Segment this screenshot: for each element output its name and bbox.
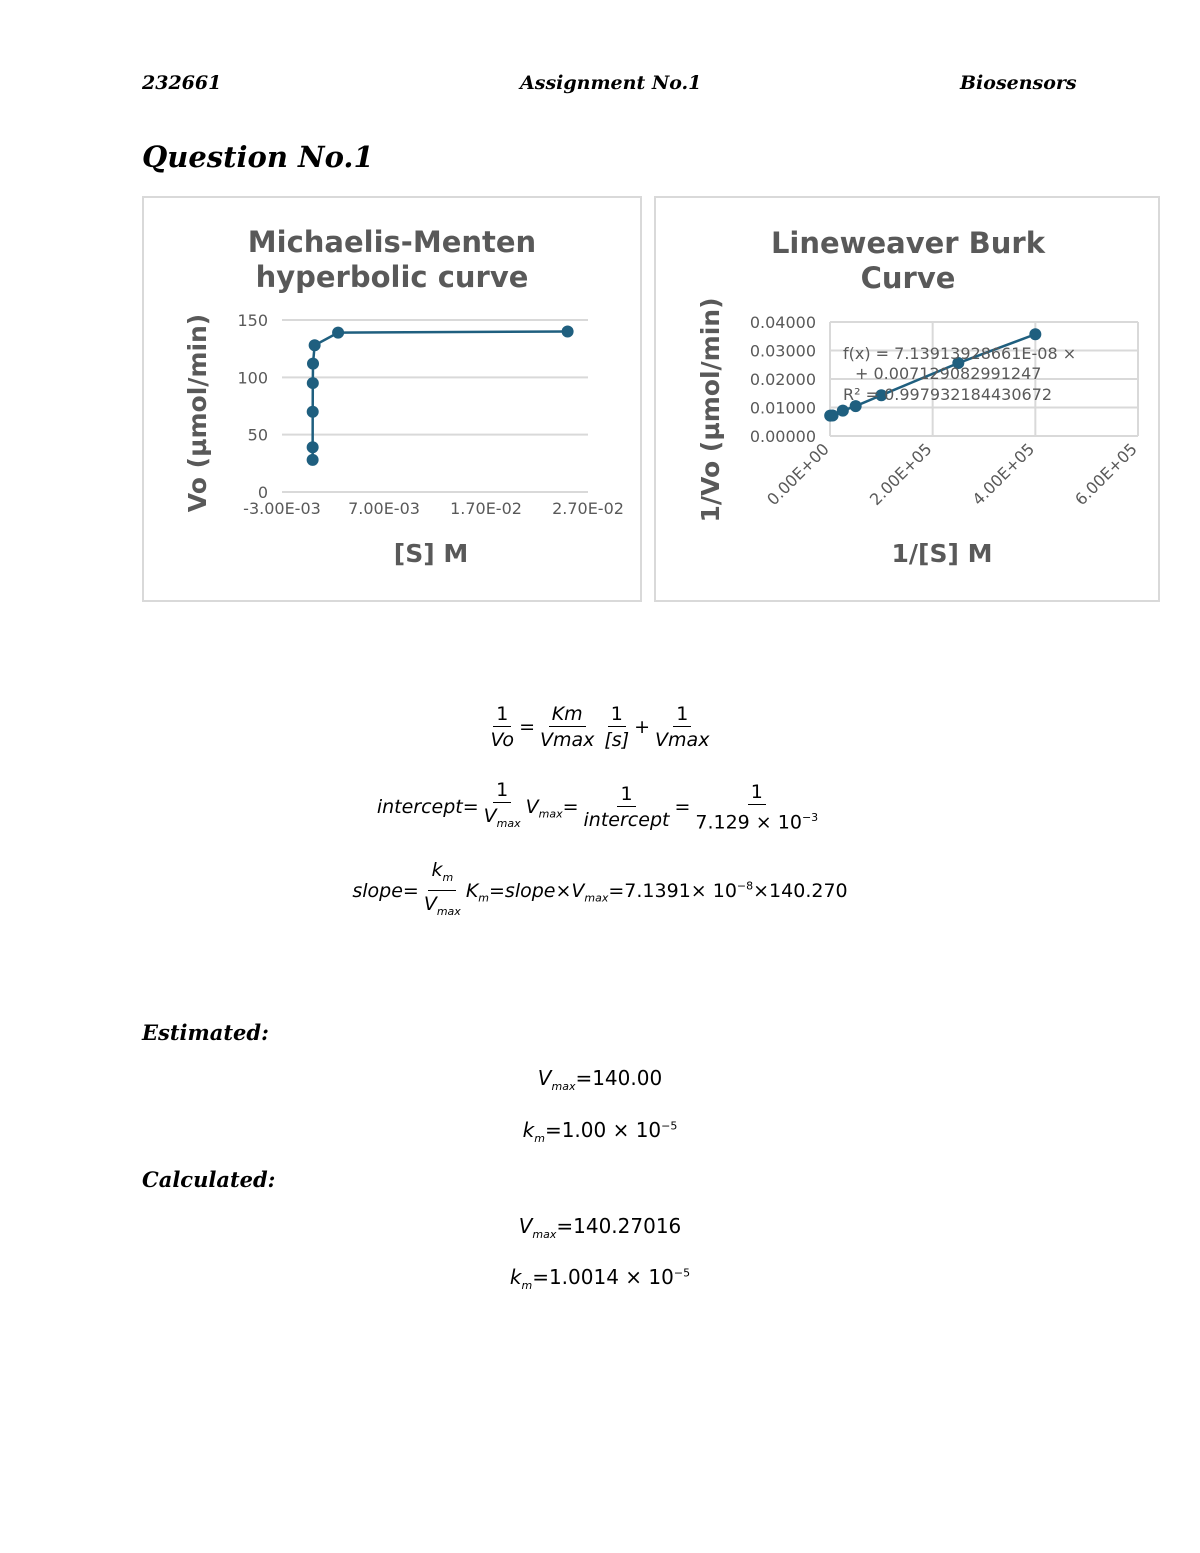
chart1-data-point bbox=[307, 441, 319, 453]
trendline-equation-line2: + 0.00712908299124​7 bbox=[855, 364, 1042, 383]
eq2-num3: 1 bbox=[748, 780, 766, 805]
chart1-data-point bbox=[307, 454, 319, 466]
eq1-km: Km bbox=[549, 702, 586, 727]
chart2-ytick-label: 0.02000 bbox=[749, 370, 816, 389]
eq2-max: max bbox=[496, 816, 521, 830]
chart1-xtick-label: 1.70E-02 bbox=[450, 499, 522, 518]
chart2-ytick-label: 0.01000 bbox=[749, 398, 816, 418]
calculated-vmax bbox=[0, 1214, 1200, 1241]
estimated-vmax bbox=[0, 1066, 1200, 1093]
eq3-tail: ×140.270 bbox=[753, 879, 848, 902]
eq3-max2: max bbox=[584, 891, 609, 905]
chart1-xtick-label: -3.00E-03 bbox=[243, 499, 321, 518]
intercept-equation bbox=[0, 778, 1200, 837]
michaelis-menten-chart bbox=[142, 196, 642, 602]
header-assignment: Assignment No.1 bbox=[520, 72, 702, 94]
frac-1-over-vo bbox=[488, 702, 518, 753]
eq2-exp: −3 bbox=[801, 810, 819, 824]
eq1-num3: 1 bbox=[673, 702, 691, 727]
chart2-data-point bbox=[827, 409, 839, 421]
header-student-id: 232661 bbox=[142, 72, 222, 94]
lineweaver-burk-equation bbox=[0, 702, 1200, 753]
eq2-num: 1 bbox=[493, 778, 511, 803]
eq3-v: V bbox=[423, 892, 437, 915]
eq3-eq: = bbox=[402, 879, 419, 902]
eq2-num2: 1 bbox=[617, 782, 635, 807]
chart1-data-point bbox=[307, 377, 319, 389]
chart2-ytick-label: 0.04000 bbox=[749, 313, 816, 332]
chart1-data-point bbox=[562, 325, 574, 337]
chart1-data-point bbox=[309, 339, 321, 351]
lineweaver-burk-chart bbox=[654, 196, 1160, 602]
chart2-title-line1: Lineweaver Burk bbox=[770, 226, 1046, 260]
chart1-ylabel: Vo (µmol/min) bbox=[183, 313, 212, 513]
estimated-km bbox=[0, 1118, 1200, 1145]
calculated-label: Calculated: bbox=[142, 1167, 276, 1192]
est-km-exp: −5 bbox=[661, 1119, 678, 1133]
eq2-intercept: intercept bbox=[376, 795, 463, 818]
eq3-frac bbox=[421, 858, 464, 925]
eq2-frac2 bbox=[581, 782, 673, 833]
header-course: Biosensors bbox=[960, 72, 1077, 94]
eq2-eq: = bbox=[462, 795, 479, 818]
chart1-series-line bbox=[313, 331, 568, 459]
est-vmax-sub: max bbox=[551, 1080, 576, 1093]
eq3-m: m bbox=[442, 870, 454, 884]
eq3-m2: m bbox=[478, 891, 489, 905]
eq3-slope2: slope bbox=[504, 879, 556, 902]
eq2-v2: V bbox=[525, 795, 539, 818]
frac-1-over-s bbox=[601, 702, 632, 753]
chart2-xtick-label: 4.00E+05 bbox=[968, 439, 1039, 510]
chart1-ytick-label: 0 bbox=[257, 483, 268, 502]
chart1-xtick-label: 2.70E-02 bbox=[552, 499, 624, 518]
est-vmax-value: =140.00 bbox=[575, 1066, 663, 1090]
eq2-frac1 bbox=[481, 778, 524, 837]
eq1-den: Vo bbox=[490, 729, 515, 751]
eq3-k: k bbox=[431, 859, 443, 881]
calc-km-exp: −5 bbox=[673, 1266, 691, 1280]
calc-vmax-value: =140.27016 bbox=[556, 1214, 682, 1238]
chart2-data-point bbox=[837, 405, 849, 417]
eq2-max2: max bbox=[538, 807, 563, 821]
est-km-symbol: k bbox=[522, 1118, 535, 1142]
estimated-label: Estimated: bbox=[142, 1020, 269, 1045]
chart1-ytick-label: 100 bbox=[237, 368, 268, 388]
chart1-title-line2: hyperbolic curve bbox=[255, 260, 529, 294]
calc-km-sub: m bbox=[521, 1279, 533, 1292]
chart1-xtick-label: 7.00E-03 bbox=[348, 499, 420, 518]
trendline-equation-line1: f(x) = 7.13913928661E-08 × bbox=[843, 344, 1077, 363]
eq1-plus: + bbox=[634, 716, 651, 738]
chart2-xtick-label: 2.00E+05 bbox=[865, 439, 936, 510]
eq3-value: =7.1391× 10 bbox=[608, 879, 737, 902]
chart2-xtick-label: 0.00E+00 bbox=[763, 439, 833, 510]
eq1-equals: = bbox=[519, 716, 535, 738]
chart2-title-line2: Curve bbox=[860, 261, 956, 295]
eq3-exp: −8 bbox=[736, 879, 754, 893]
frac-1-over-vmax bbox=[652, 702, 712, 753]
eq2-eq2: = bbox=[562, 795, 579, 818]
chart2-ytick-label: 0.00000 bbox=[749, 427, 816, 446]
chart1-data-point bbox=[332, 327, 344, 339]
chart1-data-point bbox=[307, 406, 319, 418]
eq1-vmax: Vmax bbox=[539, 729, 595, 751]
eq2-den-value: 7.129 × 10 bbox=[695, 811, 802, 834]
calculated-km bbox=[0, 1265, 1200, 1292]
michaelis-menten-svg bbox=[144, 198, 640, 600]
chart1-ytick-label: 150 bbox=[237, 311, 268, 330]
eq3-K: K bbox=[465, 879, 479, 902]
eq2-frac3 bbox=[692, 780, 821, 835]
frac-km-over-vmax bbox=[537, 702, 597, 753]
eq1-vmax2: Vmax bbox=[655, 729, 710, 751]
chart2-xlabel: 1/[S] M bbox=[891, 539, 993, 568]
est-km-sub: m bbox=[534, 1132, 545, 1145]
eq3-eq2: = bbox=[489, 879, 505, 902]
question-title: Question No.1 bbox=[142, 140, 374, 174]
lineweaver-burk-svg bbox=[656, 198, 1158, 600]
eq3-slope: slope bbox=[352, 879, 403, 902]
chart2-xtick-label: 6.00E+05 bbox=[1071, 439, 1141, 510]
chart1-title-line1: Michaelis-Menten bbox=[247, 225, 537, 259]
chart2-ylabel: 1/Vo (µmol/min) bbox=[696, 297, 725, 523]
calc-vmax-sub: max bbox=[532, 1228, 557, 1241]
eq3-max: max bbox=[436, 904, 461, 918]
eq1-s: [s] bbox=[604, 729, 630, 751]
eq2-den2: intercept bbox=[583, 808, 670, 831]
est-km-value: =1.00 × 10 bbox=[544, 1118, 662, 1142]
eq1-num2: 1 bbox=[608, 702, 626, 727]
chart1-xlabel: [S] M bbox=[393, 539, 469, 568]
eq2-v: V bbox=[483, 805, 497, 827]
slope-equation bbox=[0, 858, 1200, 925]
chart1-ytick-label: 50 bbox=[247, 425, 268, 445]
chart2-data-point bbox=[1029, 328, 1041, 340]
eq3-v2: V bbox=[571, 879, 585, 902]
est-vmax-symbol: V bbox=[537, 1066, 552, 1090]
eq2-eq3: = bbox=[674, 795, 691, 818]
calc-km-value: =1.0014 × 10 bbox=[532, 1265, 674, 1289]
eq1-num: 1 bbox=[493, 702, 511, 727]
calc-vmax-symbol: V bbox=[518, 1214, 533, 1238]
chart2-ytick-label: 0.03000 bbox=[749, 341, 816, 361]
eq3-times: × bbox=[555, 879, 572, 902]
calc-km-symbol: k bbox=[509, 1265, 522, 1289]
trendline-r2: R² = 0.997932184430672 bbox=[843, 385, 1053, 404]
chart1-data-point bbox=[307, 358, 319, 370]
